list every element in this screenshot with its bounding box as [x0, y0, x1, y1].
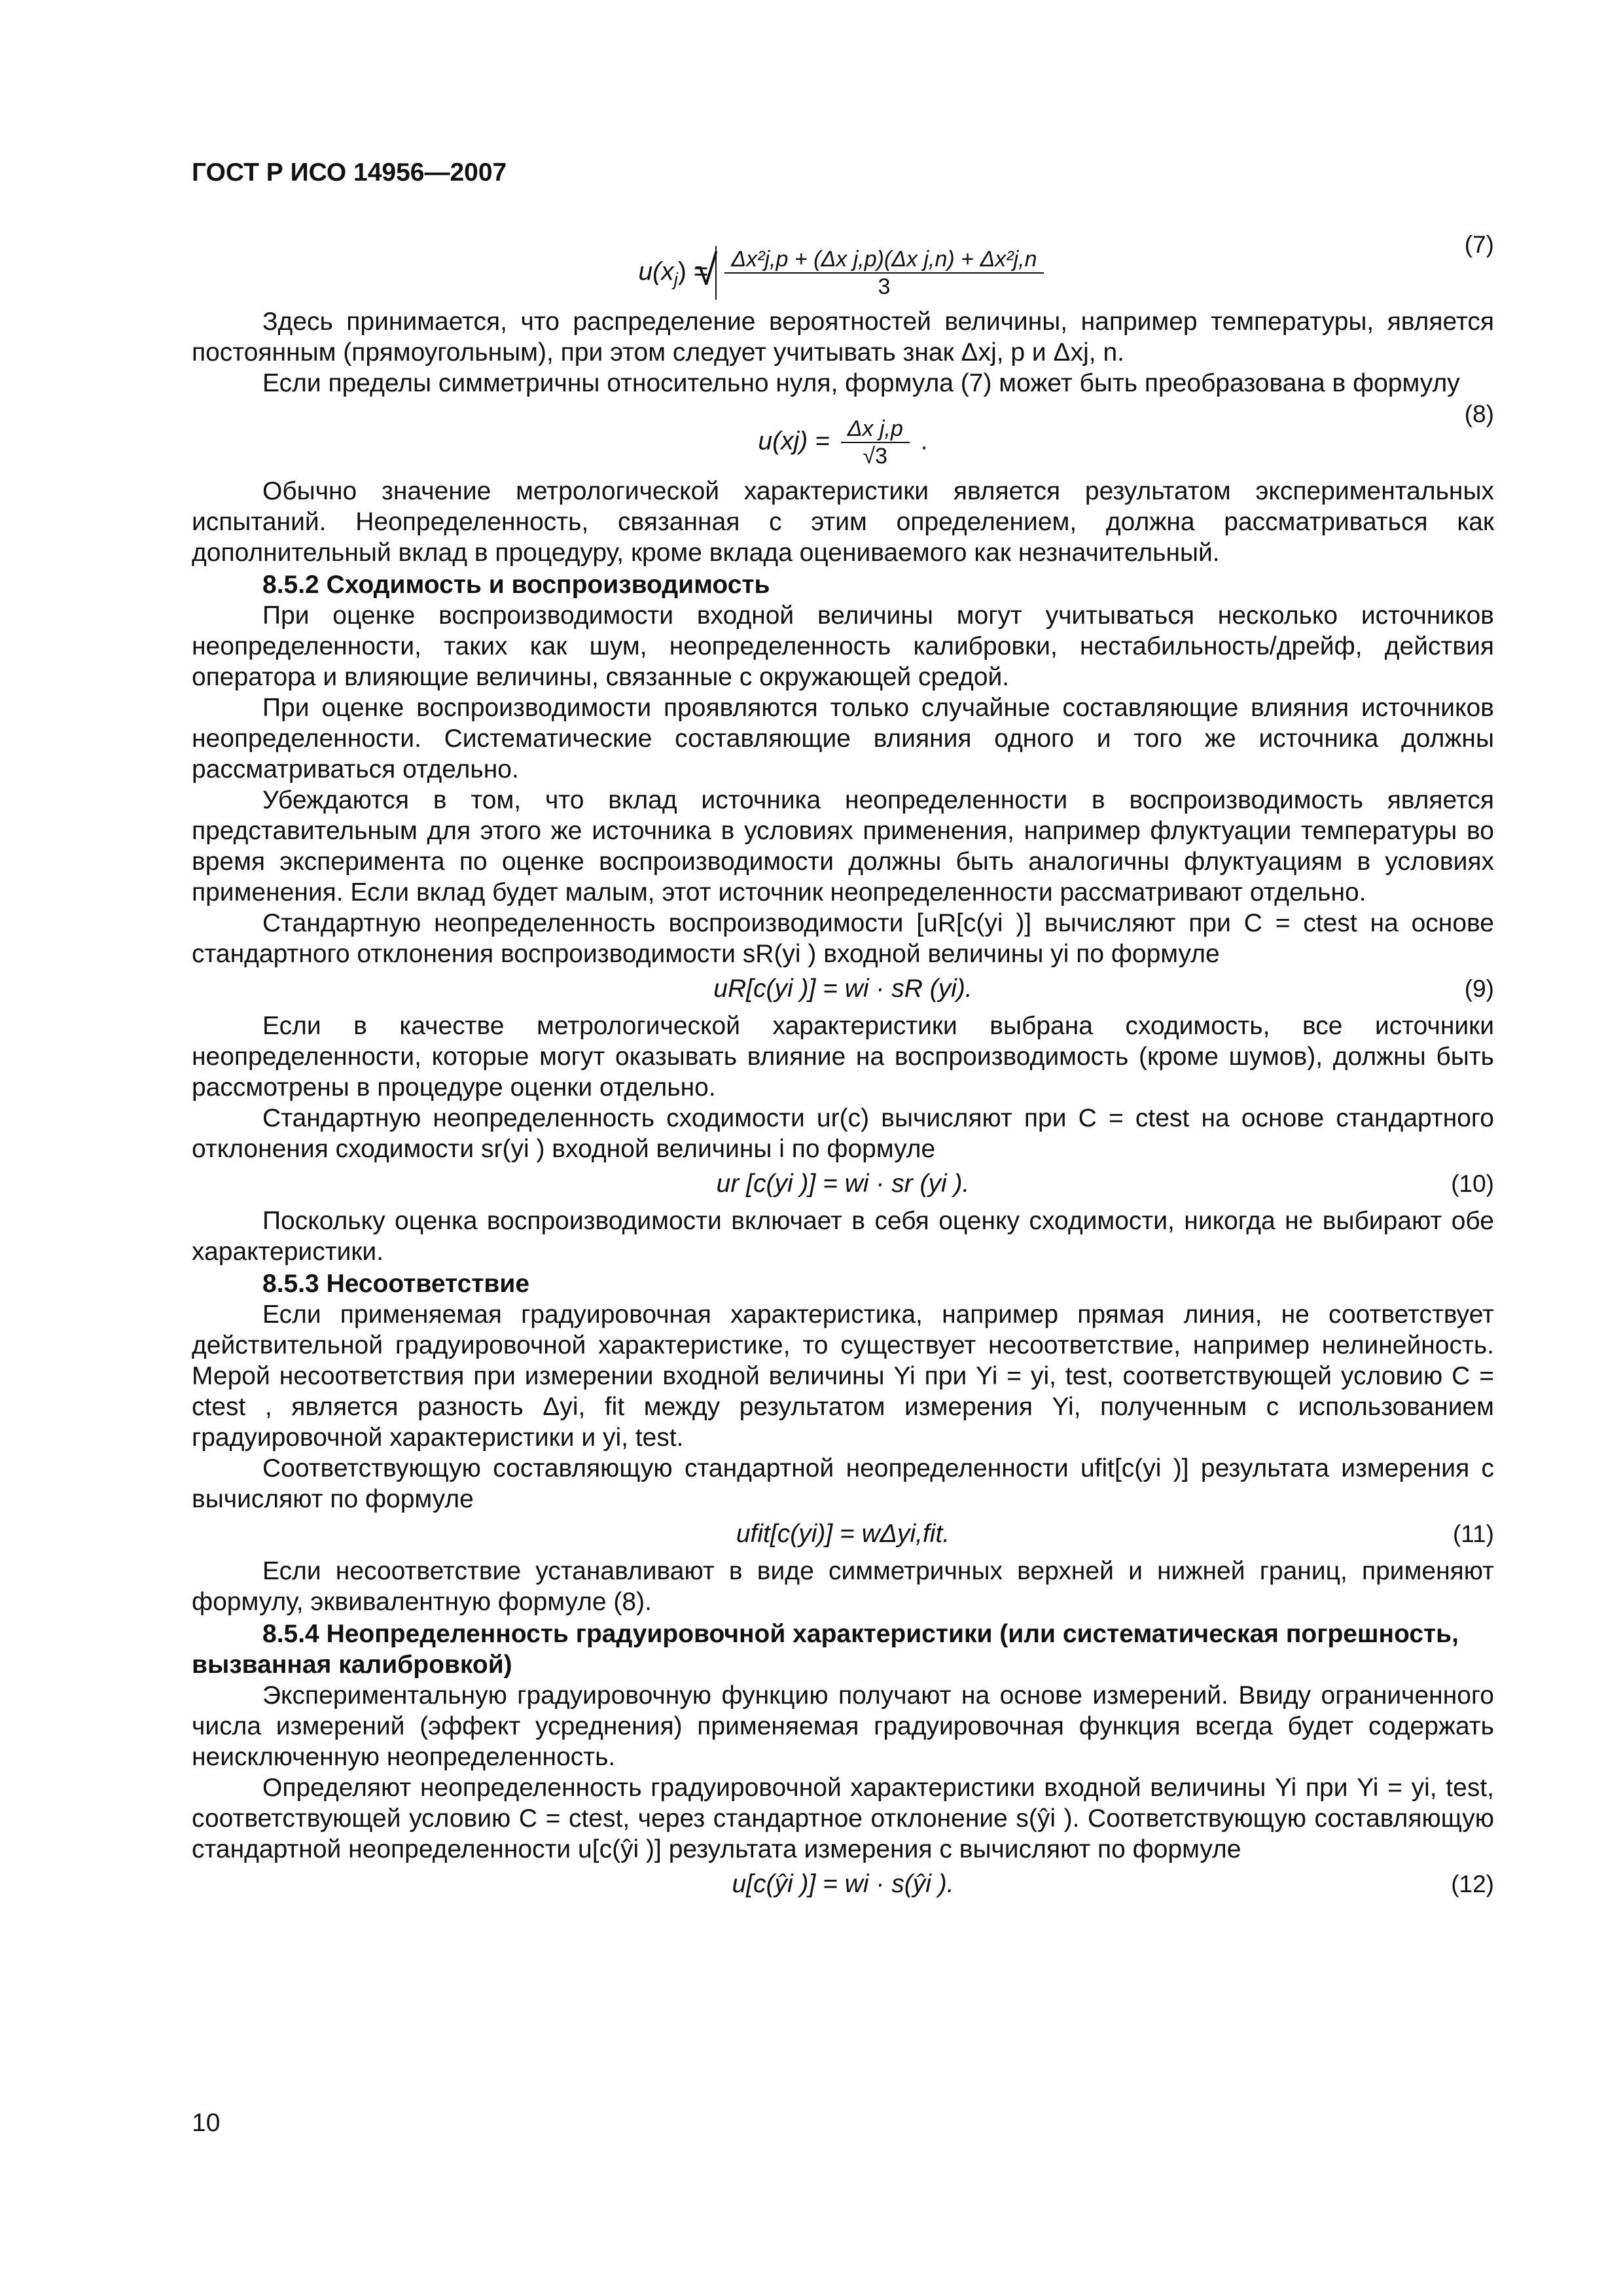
formula-7-expression	[192, 246, 1494, 300]
standard-header: ГОСТ Р ИСО 14956—2007	[192, 158, 507, 187]
paragraph: Соответствующую составляющую стандартной неопределенности ufit[c(yi )] результата измерения c вычисляют по формуле	[192, 1454, 1494, 1513]
formula-12	[192, 1865, 1494, 1906]
formula-10	[192, 1164, 1494, 1206]
paragraph: Определяют неопределенность градуировочной характеристики входной величины Yi при Yi = yi, test, соответствующей условию C = ctest, через стандартное отклонение s(ŷi ). Соответствующую составляющую стандартной неопределенности u[c(ŷi )] результата измерения c вычисляют по формуле	[192, 1774, 1494, 1863]
page-number: 10	[192, 2109, 221, 2137]
formula-7-denominator: 3	[878, 274, 891, 299]
formula-8-numerator: Δx j,p	[841, 416, 910, 443]
paragraph: Если применяемая градуировочная характеристика, например прямая линия, не соответствует действительной градуировочной характеристике, то существует несоответствие, например нелинейность. Мерой несоответствия при измерении входной величины Yi при Yi = yi, test, соответствующей условию C = ctest , является разность Δyi, fit между результатом измерения Yi, полученным с использованием градуировочной характеристики и yi, test.	[192, 1300, 1494, 1452]
formula-7-fraction	[724, 246, 1043, 300]
formula-8-fraction	[841, 416, 910, 469]
formula-11-number: (11)	[1452, 1520, 1494, 1547]
formula-10-number: (10)	[1451, 1170, 1494, 1197]
section-heading-8-5-3: 8.5.3 Несоответствие	[262, 1270, 530, 1298]
paragraph: Обычно значение метрологической характеристики является результатом экспериментальных испытаний. Неопределенность, связанная с этим определением, должна рассматриваться как дополнительный вклад в процедуру, кроме вклада оцениваемого как незначительный.	[192, 477, 1494, 567]
formula-7-lhs-end: ) =	[677, 257, 709, 286]
paragraph: Стандартную неопределенность воспроизводимости [uR[c(yi )] вычисляют при C = ctest на основе стандартного отклонения воспроизводимости sR(yi ) входной величины yi по формуле	[192, 909, 1494, 968]
formula-10-expression: ur [c(yi )] = wi · sr (yi ).	[716, 1170, 970, 1198]
formula-7-numerator: √ Δx²j,p + (Δx j,p)(Δx j,n) + Δx²j,n	[724, 246, 1043, 274]
formula-7	[192, 229, 1494, 306]
formula-8-period: .	[920, 427, 928, 456]
formula-7-lhs-sub: j	[673, 269, 678, 290]
formula-9-number: (9)	[1464, 975, 1494, 1002]
paragraph: При оценке воспроизводимости проявляются только случайные составляющие влияния источников неопределенности. Систематические составляющие влияния одного и того же источника должны рассматриваться отдельно.	[192, 694, 1494, 783]
formula-7-lhs: u(x	[638, 257, 674, 286]
formula-8	[192, 399, 1494, 476]
square-root-sign	[715, 246, 1047, 300]
paragraph: Если пределы симметричны относительно нуля, формула (7) может быть преобразована в формулу	[262, 369, 1460, 397]
formula-8-number: (8)	[1464, 401, 1494, 427]
paragraph: Убеждаются в том, что вклад источника неопределенности в воспроизводимость является представительным для этого же источника в условиях применения, например флуктуации температуры во время эксперимента по оценке воспроизводимости должны быть аналогичны флуктуациям в условиях применения. Если вклад будет малым, этот источник неопределенности рассматривают отдельно.	[192, 786, 1494, 906]
page-body	[192, 229, 1494, 1906]
formula-12-number: (12)	[1451, 1871, 1494, 1897]
paragraph: Поскольку оценка воспроизводимости включает в себя оценку сходимости, никогда не выбирают обе характеристики.	[192, 1207, 1494, 1266]
formula-7-number: (7)	[1464, 231, 1494, 258]
formula-8-lhs: u(xj) =	[758, 427, 830, 456]
formula-9-expression: uR[c(yi )] = wi · sR (yi).	[713, 975, 972, 1003]
paragraph: Если в качестве метрологической характеристики выбрана сходимость, все источники неопределенности, которые могут оказывать влияние на воспроизводимость (кроме шумов), должны быть рассмотрены в процедуре оценки отдельно.	[192, 1012, 1494, 1102]
formula-12-expression: u[c(ŷi )] = wi · s(ŷi ).	[732, 1870, 954, 1898]
formula-8-denominator: √3	[863, 444, 888, 469]
paragraph: Если несоответствие устанавливают в виде симметричных верхней и нижней границ, применяют формулу, эквивалентную формуле (8).	[192, 1557, 1494, 1616]
paragraph: Здесь принимается, что распределение вероятностей величины, например температуры, является постоянным (прямоугольным), при этом следует учитывать знак Δxj, p и Δxj, n.	[192, 308, 1494, 367]
formula-11	[192, 1515, 1494, 1556]
formula-9	[192, 969, 1494, 1011]
formula-11-expression: ufit[c(yi)] = wΔyi,fit.	[736, 1520, 950, 1548]
paragraph: Стандартную неопределенность сходимости ur(c) вычисляют при C = ctest на основе стандартного отклонения сходимости sr(yi ) входной величины i по формуле	[192, 1104, 1494, 1163]
section-heading-8-5-2: 8.5.2 Сходимость и воспроизводимость	[262, 571, 770, 599]
paragraph: При оценке воспроизводимости входной величины могут учитываться несколько источников неопределенности, таких как шум, неопределенность калибровки, нестабильность/дрейф, действия оператора и влияющие величины, связанные с окружающей средой.	[192, 601, 1494, 691]
paragraph: Экспериментальную градуировочную функцию получают на основе измерений. Ввиду ограниченного числа измерений (эффект усреднения) применяемая градуировочная функция всегда будет содержать неисключенную неопределенность.	[192, 1681, 1494, 1771]
formula-8-expression	[192, 416, 1494, 469]
section-heading-8-5-4: 8.5.4 Неопределенность градуировочной характеристики (или систематическая погрешность, вызванная калибровкой)	[192, 1620, 1459, 1679]
